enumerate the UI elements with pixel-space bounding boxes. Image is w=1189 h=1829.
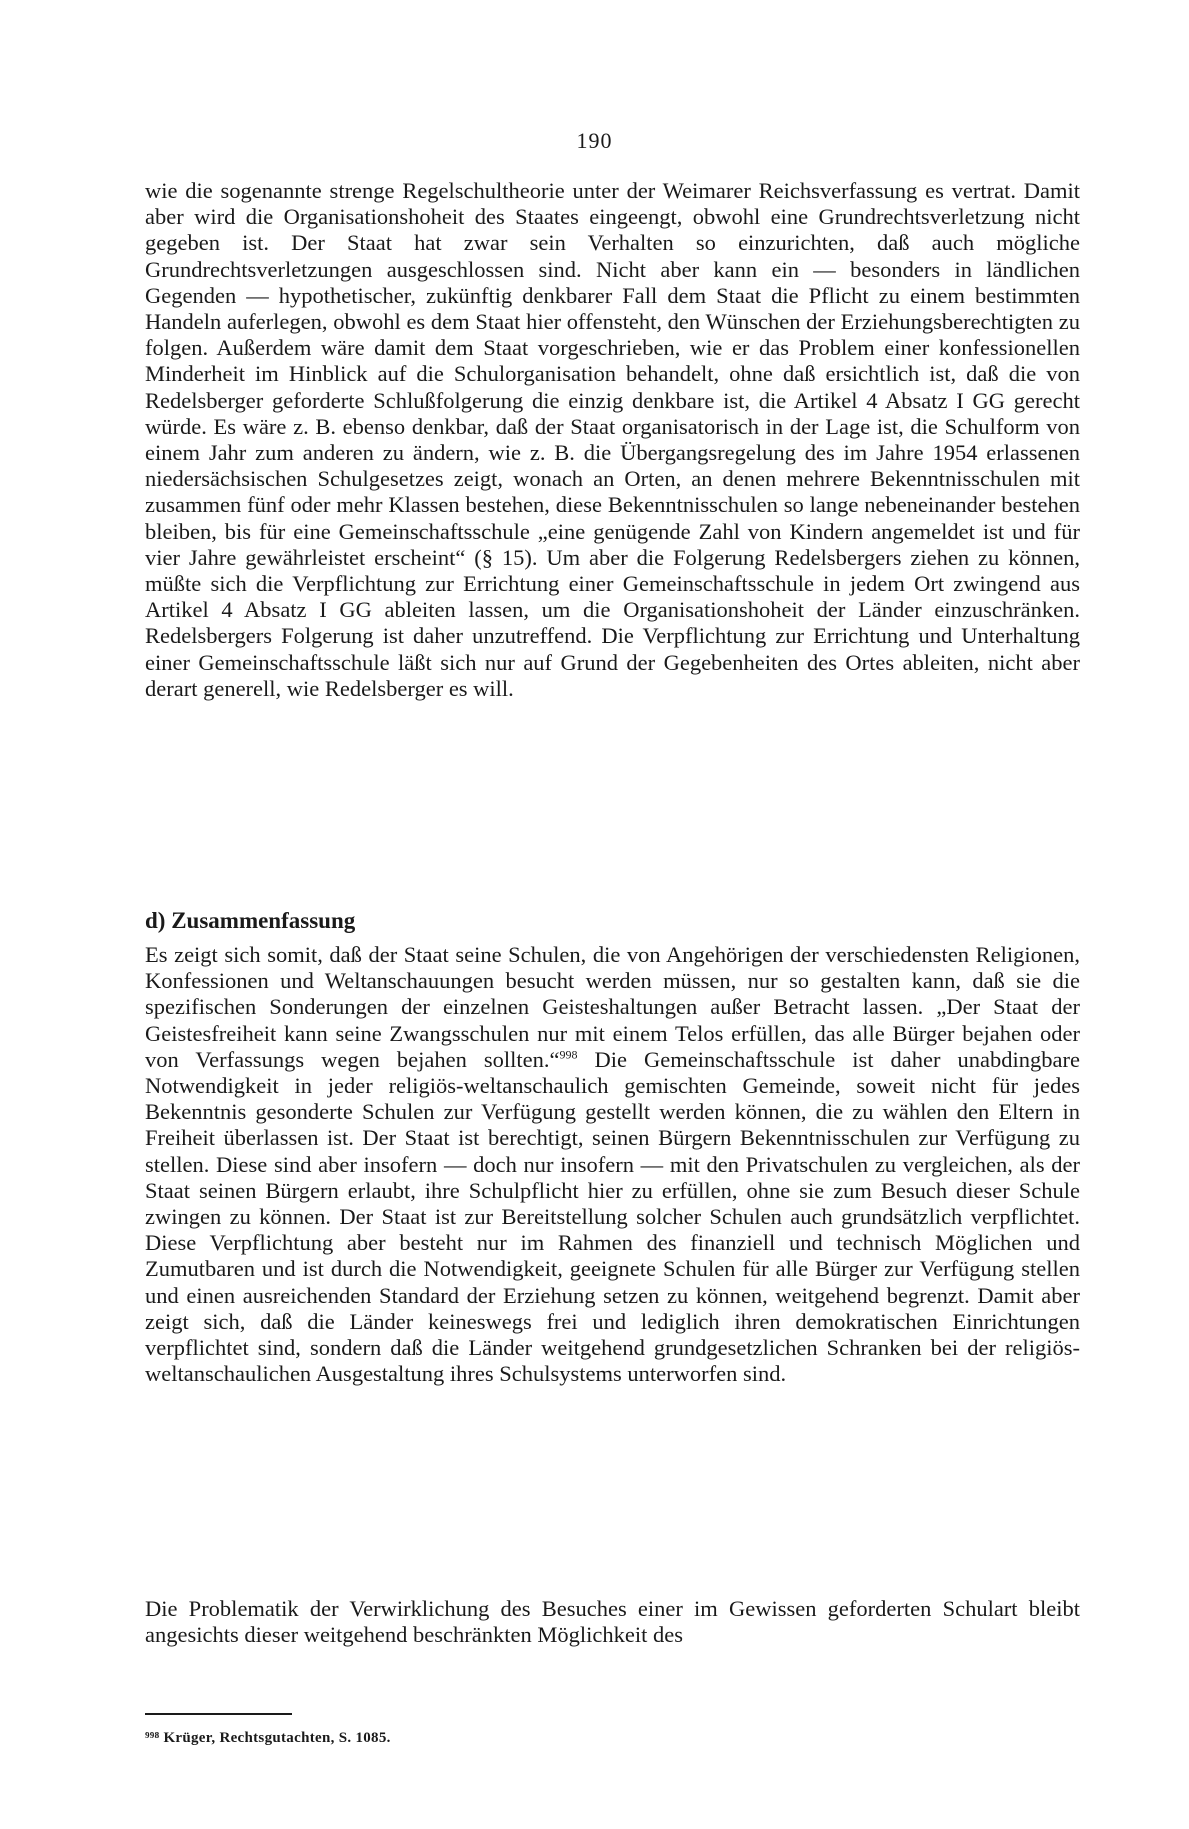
page-number: 190 [576, 128, 613, 153]
body-paragraph-1 [145, 178, 1080, 702]
paragraph-text-part-1: Es zeigt sich somit, daß der Staat seine Schulen, die von Angehörigen der verschiedensten Religionen, Konfessionen und Weltanschauungen besucht werden müssen, nur so gestalten kann, daß sie die spezifischen Sonderungen der einzelnen Geisteshaltungen außer Betracht lassen. „Der Staat der Geistesfreiheit kann seine Zwangsschulen nur mit einem Telos erfüllen, das alle Bürger bejahen oder von Verfassungs wegen bejahen sollten.“ [145, 942, 1080, 1072]
section-heading: d) Zusammenfassung [145, 908, 356, 933]
paragraph-text: wie die sogenannte strenge Regelschultheorie unter der Weimarer Reichsverfassung es vertrat. Damit aber wird die Organisationshoheit des Staates eingeengt, obwohl eine Grundrechtsverletzung nicht gegeben ist. Der Staat hat zwar sein Verhalten so einzurichten, daß auch mögliche Grundrechtsverletzungen ausgeschlossen sind. Nicht aber kann ein — besonders in ländlichen Gegenden — hypothetischer, zukünftig denkbarer Fall dem Staat die Pflicht zu einem bestimmten Handeln auferlegen, obwohl es dem Staat hier offensteht, den Wünschen der Erziehungsberechtigten zu folgen. Außerdem wäre damit dem Staat vorgeschrieben, wie er das Problem einer konfessionellen Minderheit im Hinblick auf die Schulorganisation behandelt, ohne daß ersichtlich ist, daß die von Redelsberger geforderte Schlußfolgerung die einzig denkbare ist, die Artikel 4 Absatz I GG gerecht würde. Es wäre z. B. ebenso denkbar, daß der Staat organisatorisch in der Lage ist, die Schulform von einem Jahr zum anderen zu ändern, wie z. B. die Übergangsregelung des im Jahre 1954 erlassenen niedersächsischen Schulgesetzes zeigt, wonach an Orten, an denen mehrere Bekenntnisschulen mit zusammen fünf oder mehr Klassen bestehen, diese Bekenntnisschulen so lange nebeneinander bestehen bleiben, bis für eine Gemeinschaftsschule „eine genügende Zahl von Kindern angemeldet ist und für vier Jahre gewährleistet erscheint“ (§ 15). Um aber die Folgerung Redelsbergers ziehen zu können, müßte sich die Verpflichtung zur Errichtung einer Gemeinschaftsschule in jedem Ort zwingend aus Artikel 4 Absatz I GG ableiten lassen, um die Organisationshoheit der Länder einzuschränken. Redelsbergers Folgerung ist daher unzutreffend. Die Verpflichtung zur Errichtung und Unterhaltung einer Gemeinschaftsschule läßt sich nur auf Grund der Gegebenheiten des Ortes ableiten, nicht aber derart generell, wie Redelsberger es will. [145, 178, 1080, 701]
paragraph-text-part-2: Die Gemeinschaftsschule ist daher unabdingbare Notwendigkeit in jeder religiös-weltanschaulich gemischten Gemeinde, soweit nicht für jedes Bekenntnis gesonderte Schulen zur Verfügung gestellt werden können, die zu wählen den Eltern in Freiheit überlassen ist. Der Staat ist berechtigt, seinen Bürgern Bekenntnisschulen zur Verfügung zu stellen. Diese sind aber insofern — doch nur insofern — mit den Privatschulen zu vergleichen, als der Staat seinen Bürgern erlaubt, ihre Schulpflicht hier zu erfüllen, ohne sie zum Besuch dieser Schule zwingen zu können. Der Staat ist zur Bereitstellung solcher Schulen auch grundsätzlich verpflichtet. Diese Verpflichtung aber besteht nur im Rahmen des finanziell und technisch Möglichen und Zumutbaren und ist durch die Notwendigkeit, geeignete Schulen für alle Bürger zur Verfügung stellen und einen ausreichenden Standard der Erziehung setzen zu können, weitgehend begrenzt. Damit aber zeigt sich, daß die Länder keineswegs frei und lediglich ihren demokratischen Einrichtungen verpflichtet sind, sondern daß die Länder weitgehend grundgesetzlichen Schranken bei der religiös-weltanschaulichen Ausgestaltung ihres Schulsystems unterworfen sind. [145, 1046, 1080, 1387]
footnote-reference: 998 [559, 1047, 578, 1062]
paragraph-text: Die Problematik der Verwirklichung des Besuches einer im Gewissen geforderten Schulart bleibt angesichts dieser weitgehend beschränkten Möglichkeit des [145, 1596, 1080, 1648]
footnote: ⁹⁹⁸ Krüger, Rechtsgutachten, S. 1085. [145, 1730, 391, 1746]
footnote-divider [145, 1713, 292, 1715]
body-paragraph-3 [145, 1596, 1080, 1648]
paragraph-text [145, 942, 1080, 1387]
body-paragraph-2 [145, 942, 1080, 1387]
